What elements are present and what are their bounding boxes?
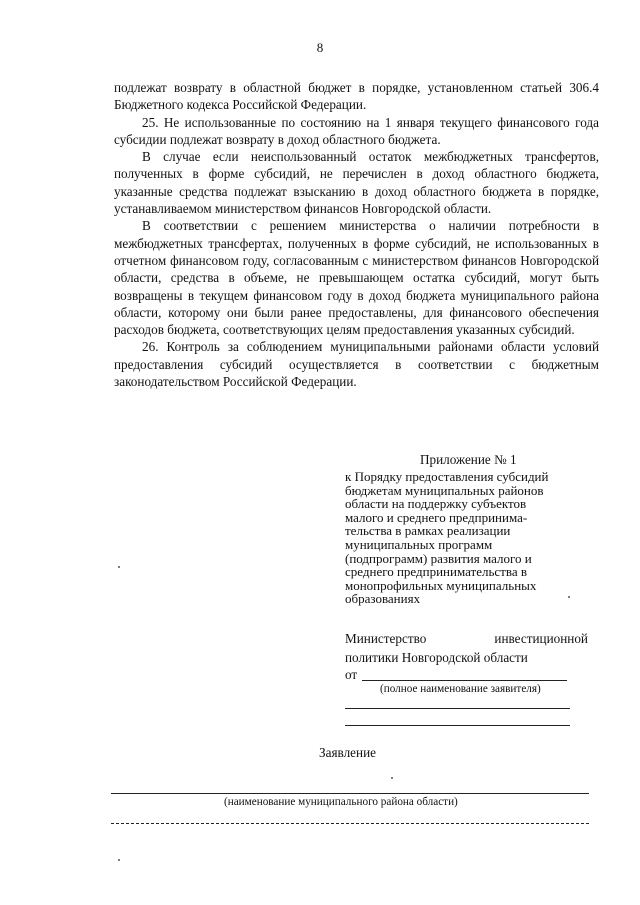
appendix-line: области на поддержку субъектов	[345, 496, 527, 512]
from-label: от	[345, 667, 358, 682]
applicant-name-field[interactable]	[362, 680, 567, 681]
appendix-line: (подпрограмм) развития малого и	[345, 550, 532, 566]
scan-speck	[568, 596, 570, 598]
appendix-line: монопрофильных муниципальных	[345, 577, 537, 593]
appendix-title: Приложение № 1	[420, 452, 517, 467]
appendix-line: тельства в рамках реализации	[345, 523, 511, 539]
scan-speck	[118, 859, 120, 861]
applicant-name-field-line-2[interactable]	[345, 708, 570, 709]
addressee-ministry-name: политики Новгородской области	[345, 650, 528, 665]
addressee-block	[345, 629, 588, 667]
addressee-word: инвестиционной	[494, 631, 588, 646]
paragraph-continuation: подлежат возврату в областной бюджет в порядке, установленном статьей 306.4 Бюджетного кодекса Российской Федерации.	[114, 80, 599, 113]
scan-speck	[391, 777, 393, 779]
district-name-field[interactable]	[111, 793, 589, 794]
scan-speck	[118, 566, 120, 568]
appendix-line: среднего предпринимательства в	[345, 564, 527, 580]
page-number: 8	[316, 40, 324, 55]
district-caption: (наименование муниципального района области)	[224, 796, 458, 808]
addressee-word: Министерство	[345, 631, 427, 646]
paragraph-26: 26. Контроль за соблюдением муниципальными районами области условий предоставления субсидий осуществляется в соответствии с бюджетным законодательством Российской Федерации.	[114, 339, 599, 390]
appendix-line: малого и среднего предпринима-	[345, 509, 528, 525]
appendix-line: к Порядку предоставления субсидий	[345, 469, 549, 484]
paragraph-return-decision: В соответствии с решением министерства о наличии потребности в межбюджетных трансфертах, полученных в форме субсидий, не использованных в отчетном финансовом году, согласованным с министерством финансов Новгородской области, средства в объеме, не превышающем остатка субсидий, могут быть возвращены в текущем финансовом году в доход бюджета муниципального района области, которому они были ранее предоставлены, для финансового обеспечения расходов бюджета, соответствующих целям предоставления указанных субсидий.	[114, 218, 599, 338]
appendix-line: образованиях	[345, 591, 421, 607]
applicant-name-field-line-3[interactable]	[345, 725, 570, 726]
addressee-ministry-line	[345, 629, 588, 648]
paragraph-25: 25. Не использованные по состоянию на 1 января текущего финансового года субсидии подлежат возврату в доход областного бюджета.	[114, 114, 599, 147]
paragraph-unused-balance: В случае если неиспользованный остаток межбюджетных трансфертов, полученных в форме субсидий, не перечислен в доход областного бюджета, указанные средства подлежат взысканию в доход областного бюджета в порядке, устанавливаемом министерством финансов Новгородской области.	[114, 149, 599, 217]
appendix-line: муниципальных программ	[345, 536, 493, 552]
statement-title: Заявление	[319, 745, 376, 760]
appendix-line: бюджетам муниципальных районов	[345, 482, 544, 498]
district-name-field-line-2[interactable]	[111, 823, 589, 824]
document-body	[114, 79, 599, 390]
applicant-caption: (полное наименование заявителя)	[380, 683, 541, 695]
appendix-reference	[345, 470, 580, 606]
